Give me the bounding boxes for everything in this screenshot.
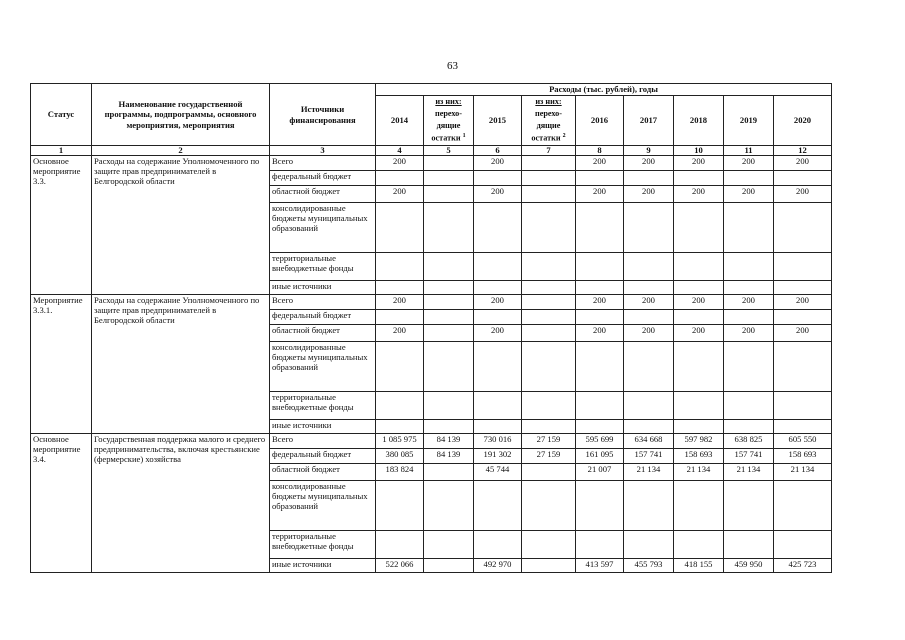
value-cell-v2015: 45 744 (474, 464, 522, 481)
value-cell-r2 (522, 464, 576, 481)
value-cell-v2016: 200 (576, 325, 624, 342)
header-year-2017: 2017 (624, 96, 674, 146)
value-cell-r2 (522, 310, 576, 325)
value-cell-v2020: 425 723 (774, 559, 832, 573)
value-cell-v2015: 200 (474, 156, 522, 171)
value-cell-v2020 (774, 171, 832, 186)
value-cell-v2020: 200 (774, 156, 832, 171)
value-cell-v2015 (474, 171, 522, 186)
value-cell-r1: 84 139 (424, 449, 474, 464)
funding-source: областной бюджет (270, 464, 376, 481)
value-cell-r1 (424, 281, 474, 295)
value-cell-v2015 (474, 531, 522, 559)
value-cell-v2017: 634 668 (624, 434, 674, 449)
value-cell-v2016: 595 699 (576, 434, 624, 449)
value-cell-v2018: 200 (674, 186, 724, 203)
value-cell-v2019 (724, 171, 774, 186)
column-number: 5 (424, 146, 474, 156)
value-cell-v2019: 459 950 (724, 559, 774, 573)
value-cell-v2019 (724, 342, 774, 392)
funding-source: консолидированные бюджеты муниципальных образований (270, 203, 376, 253)
value-cell-r2: 27 159 (522, 434, 576, 449)
value-cell-r2 (522, 392, 576, 420)
header-year-2015: 2015 (474, 96, 522, 146)
row-activity-name: Государственная поддержка малого и среднего предпринимательства, включая крестьянские (фермерские) хозяйства (92, 434, 270, 573)
value-cell-r1 (424, 295, 474, 310)
value-cell-v2014 (376, 171, 424, 186)
value-cell-v2018: 200 (674, 325, 724, 342)
value-cell-v2018 (674, 420, 724, 434)
value-cell-v2015: 200 (474, 295, 522, 310)
value-cell-v2018: 200 (674, 156, 724, 171)
value-cell-v2016 (576, 342, 624, 392)
funding-source: федеральный бюджет (270, 449, 376, 464)
value-cell-v2017 (624, 253, 674, 281)
column-number: 12 (774, 146, 832, 156)
header-expenses: Расходы (тыс. рублей), годы (376, 84, 832, 96)
value-cell-v2020: 158 693 (774, 449, 832, 464)
table-row (31, 434, 832, 449)
value-cell-v2015 (474, 342, 522, 392)
value-cell-v2017 (624, 392, 674, 420)
header-year-2020: 2020 (774, 96, 832, 146)
value-cell-v2014: 200 (376, 295, 424, 310)
value-cell-v2015: 200 (474, 186, 522, 203)
value-cell-r1 (424, 481, 474, 531)
header-rollover-1: из них: перехо- дящие остатки $^1$ (424, 96, 474, 146)
value-cell-v2018 (674, 253, 724, 281)
funding-source: иные источники (270, 281, 376, 295)
value-cell-v2015: 492 970 (474, 559, 522, 573)
value-cell-r1 (424, 186, 474, 203)
value-cell-v2018 (674, 342, 724, 392)
value-cell-v2018 (674, 203, 724, 253)
column-number: 8 (576, 146, 624, 156)
value-cell-v2017: 157 741 (624, 449, 674, 464)
value-cell-v2014: 200 (376, 325, 424, 342)
value-cell-v2018: 418 155 (674, 559, 724, 573)
value-cell-v2016 (576, 203, 624, 253)
funding-source: территориальные внебюджетные фонды (270, 253, 376, 281)
value-cell-r2 (522, 295, 576, 310)
value-cell-v2019 (724, 392, 774, 420)
row-status: Основное мероприятие 3.4. (31, 434, 92, 573)
budget-table (30, 83, 832, 573)
value-cell-v2020 (774, 342, 832, 392)
value-cell-v2018 (674, 481, 724, 531)
value-cell-v2018 (674, 171, 724, 186)
table-row (31, 295, 832, 310)
value-cell-v2017: 21 134 (624, 464, 674, 481)
value-cell-v2017 (624, 420, 674, 434)
value-cell-v2020 (774, 392, 832, 420)
row-activity-name: Расходы на содержание Уполномоченного по защите прав предпринимателей в Белгородской области (92, 156, 270, 295)
table-body (31, 156, 832, 573)
value-cell-v2016 (576, 392, 624, 420)
value-cell-v2014 (376, 481, 424, 531)
value-cell-v2016: 413 597 (576, 559, 624, 573)
funding-source: областной бюджет (270, 325, 376, 342)
value-cell-v2018 (674, 281, 724, 295)
value-cell-v2020 (774, 420, 832, 434)
value-cell-v2020: 21 134 (774, 464, 832, 481)
header-source: Источники финансирования (270, 84, 376, 146)
value-cell-v2016 (576, 420, 624, 434)
value-cell-r2 (522, 203, 576, 253)
value-cell-v2014 (376, 203, 424, 253)
value-cell-v2019 (724, 253, 774, 281)
value-cell-r1: 84 139 (424, 434, 474, 449)
header-status: Статус (31, 84, 92, 146)
value-cell-v2014 (376, 310, 424, 325)
value-cell-v2017 (624, 203, 674, 253)
column-number: 11 (724, 146, 774, 156)
value-cell-v2020: 200 (774, 325, 832, 342)
value-cell-v2017: 200 (624, 186, 674, 203)
value-cell-v2014 (376, 253, 424, 281)
value-cell-v2020 (774, 203, 832, 253)
value-cell-v2014: 522 066 (376, 559, 424, 573)
header-rollover-2: из них: перехо- дящие остатки $^2$ (522, 96, 576, 146)
value-cell-v2015 (474, 392, 522, 420)
value-cell-v2015: 191 302 (474, 449, 522, 464)
value-cell-v2014: 183 824 (376, 464, 424, 481)
header-year-2014: 2014 (376, 96, 424, 146)
value-cell-v2016 (576, 171, 624, 186)
value-cell-v2014 (376, 531, 424, 559)
funding-source: иные источники (270, 559, 376, 573)
value-cell-v2014 (376, 392, 424, 420)
value-cell-v2016 (576, 281, 624, 295)
value-cell-v2019: 200 (724, 156, 774, 171)
value-cell-v2017 (624, 281, 674, 295)
header-year-2019: 2019 (724, 96, 774, 146)
value-cell-r1 (424, 171, 474, 186)
value-cell-v2020 (774, 253, 832, 281)
value-cell-v2015 (474, 203, 522, 253)
value-cell-v2014 (376, 342, 424, 392)
value-cell-v2018 (674, 392, 724, 420)
value-cell-v2015 (474, 281, 522, 295)
header-name: Наименование государственной программы, подпрограммы, основного мероприятия, мероприятия (92, 84, 270, 146)
value-cell-r2 (522, 156, 576, 171)
value-cell-r2 (522, 481, 576, 531)
value-cell-v2019 (724, 531, 774, 559)
value-cell-v2015: 730 016 (474, 434, 522, 449)
value-cell-v2017 (624, 531, 674, 559)
value-cell-v2016: 200 (576, 156, 624, 171)
value-cell-v2019: 638 825 (724, 434, 774, 449)
value-cell-v2016 (576, 310, 624, 325)
value-cell-v2014 (376, 420, 424, 434)
funding-source: территориальные внебюджетные фонды (270, 531, 376, 559)
value-cell-v2015 (474, 481, 522, 531)
value-cell-v2020: 605 550 (774, 434, 832, 449)
value-cell-v2017: 455 793 (624, 559, 674, 573)
value-cell-v2017 (624, 310, 674, 325)
value-cell-r2 (522, 281, 576, 295)
value-cell-v2018 (674, 310, 724, 325)
value-cell-v2016 (576, 253, 624, 281)
value-cell-r1 (424, 559, 474, 573)
value-cell-v2019 (724, 281, 774, 295)
row-activity-name: Расходы на содержание Уполномоченного по защите прав предпринимателей в Белгородской области (92, 295, 270, 434)
column-number: 10 (674, 146, 724, 156)
funding-source: федеральный бюджет (270, 171, 376, 186)
value-cell-r1 (424, 342, 474, 392)
value-cell-r1 (424, 310, 474, 325)
value-cell-v2020 (774, 310, 832, 325)
column-number: 3 (270, 146, 376, 156)
value-cell-v2016: 161 095 (576, 449, 624, 464)
value-cell-r2 (522, 559, 576, 573)
value-cell-v2016: 200 (576, 186, 624, 203)
value-cell-v2014: 200 (376, 156, 424, 171)
value-cell-v2019: 200 (724, 325, 774, 342)
value-cell-v2020 (774, 531, 832, 559)
value-cell-r1 (424, 203, 474, 253)
value-cell-r2 (522, 186, 576, 203)
header-year-2016: 2016 (576, 96, 624, 146)
value-cell-r2 (522, 342, 576, 392)
column-number: 1 (31, 146, 92, 156)
value-cell-v2017 (624, 481, 674, 531)
header-year-2018: 2018 (674, 96, 724, 146)
value-cell-r1 (424, 392, 474, 420)
funding-source: территориальные внебюджетные фонды (270, 392, 376, 420)
column-number: 6 (474, 146, 522, 156)
value-cell-r2 (522, 253, 576, 281)
value-cell-r2 (522, 171, 576, 186)
column-number: 9 (624, 146, 674, 156)
value-cell-v2014: 200 (376, 186, 424, 203)
value-cell-v2019 (724, 481, 774, 531)
value-cell-v2019: 157 741 (724, 449, 774, 464)
value-cell-v2017 (624, 342, 674, 392)
table-row (31, 156, 832, 171)
value-cell-v2015 (474, 253, 522, 281)
value-cell-v2019 (724, 203, 774, 253)
value-cell-r2 (522, 325, 576, 342)
value-cell-r1 (424, 464, 474, 481)
funding-source: федеральный бюджет (270, 310, 376, 325)
value-cell-r1 (424, 325, 474, 342)
value-cell-r1 (424, 253, 474, 281)
value-cell-v2016: 200 (576, 295, 624, 310)
value-cell-r2 (522, 531, 576, 559)
value-cell-v2014 (376, 281, 424, 295)
value-cell-r2 (522, 420, 576, 434)
page-number: 63 (447, 60, 458, 72)
value-cell-v2017: 200 (624, 325, 674, 342)
column-number-row (31, 146, 832, 156)
value-cell-v2017: 200 (624, 156, 674, 171)
value-cell-v2020: 200 (774, 186, 832, 203)
value-cell-v2019: 200 (724, 186, 774, 203)
value-cell-v2017 (624, 171, 674, 186)
value-cell-v2018: 200 (674, 295, 724, 310)
value-cell-v2018 (674, 531, 724, 559)
value-cell-v2018: 597 982 (674, 434, 724, 449)
value-cell-v2018: 21 134 (674, 464, 724, 481)
row-status: Мероприятие 3.3.1. (31, 295, 92, 434)
funding-source: консолидированные бюджеты муниципальных образований (270, 342, 376, 392)
value-cell-v2014: 1 085 975 (376, 434, 424, 449)
value-cell-r1 (424, 156, 474, 171)
value-cell-v2015: 200 (474, 325, 522, 342)
funding-source: Всего (270, 156, 376, 171)
value-cell-v2020 (774, 281, 832, 295)
column-number: 2 (92, 146, 270, 156)
value-cell-v2015 (474, 310, 522, 325)
value-cell-v2016 (576, 531, 624, 559)
funding-source: консолидированные бюджеты муниципальных образований (270, 481, 376, 531)
value-cell-r1 (424, 531, 474, 559)
column-number: 4 (376, 146, 424, 156)
value-cell-r2: 27 159 (522, 449, 576, 464)
value-cell-v2018: 158 693 (674, 449, 724, 464)
funding-source: Всего (270, 295, 376, 310)
value-cell-v2016: 21 007 (576, 464, 624, 481)
value-cell-v2019 (724, 310, 774, 325)
funding-source: Всего (270, 434, 376, 449)
value-cell-v2016 (576, 481, 624, 531)
value-cell-r1 (424, 420, 474, 434)
value-cell-v2014: 380 085 (376, 449, 424, 464)
value-cell-v2015 (474, 420, 522, 434)
row-status: Основное мероприятие 3.3. (31, 156, 92, 295)
value-cell-v2020: 200 (774, 295, 832, 310)
value-cell-v2019: 200 (724, 295, 774, 310)
value-cell-v2019: 21 134 (724, 464, 774, 481)
column-number: 7 (522, 146, 576, 156)
value-cell-v2017: 200 (624, 295, 674, 310)
value-cell-v2019 (724, 420, 774, 434)
funding-source: иные источники (270, 420, 376, 434)
funding-source: областной бюджет (270, 186, 376, 203)
value-cell-v2020 (774, 481, 832, 531)
